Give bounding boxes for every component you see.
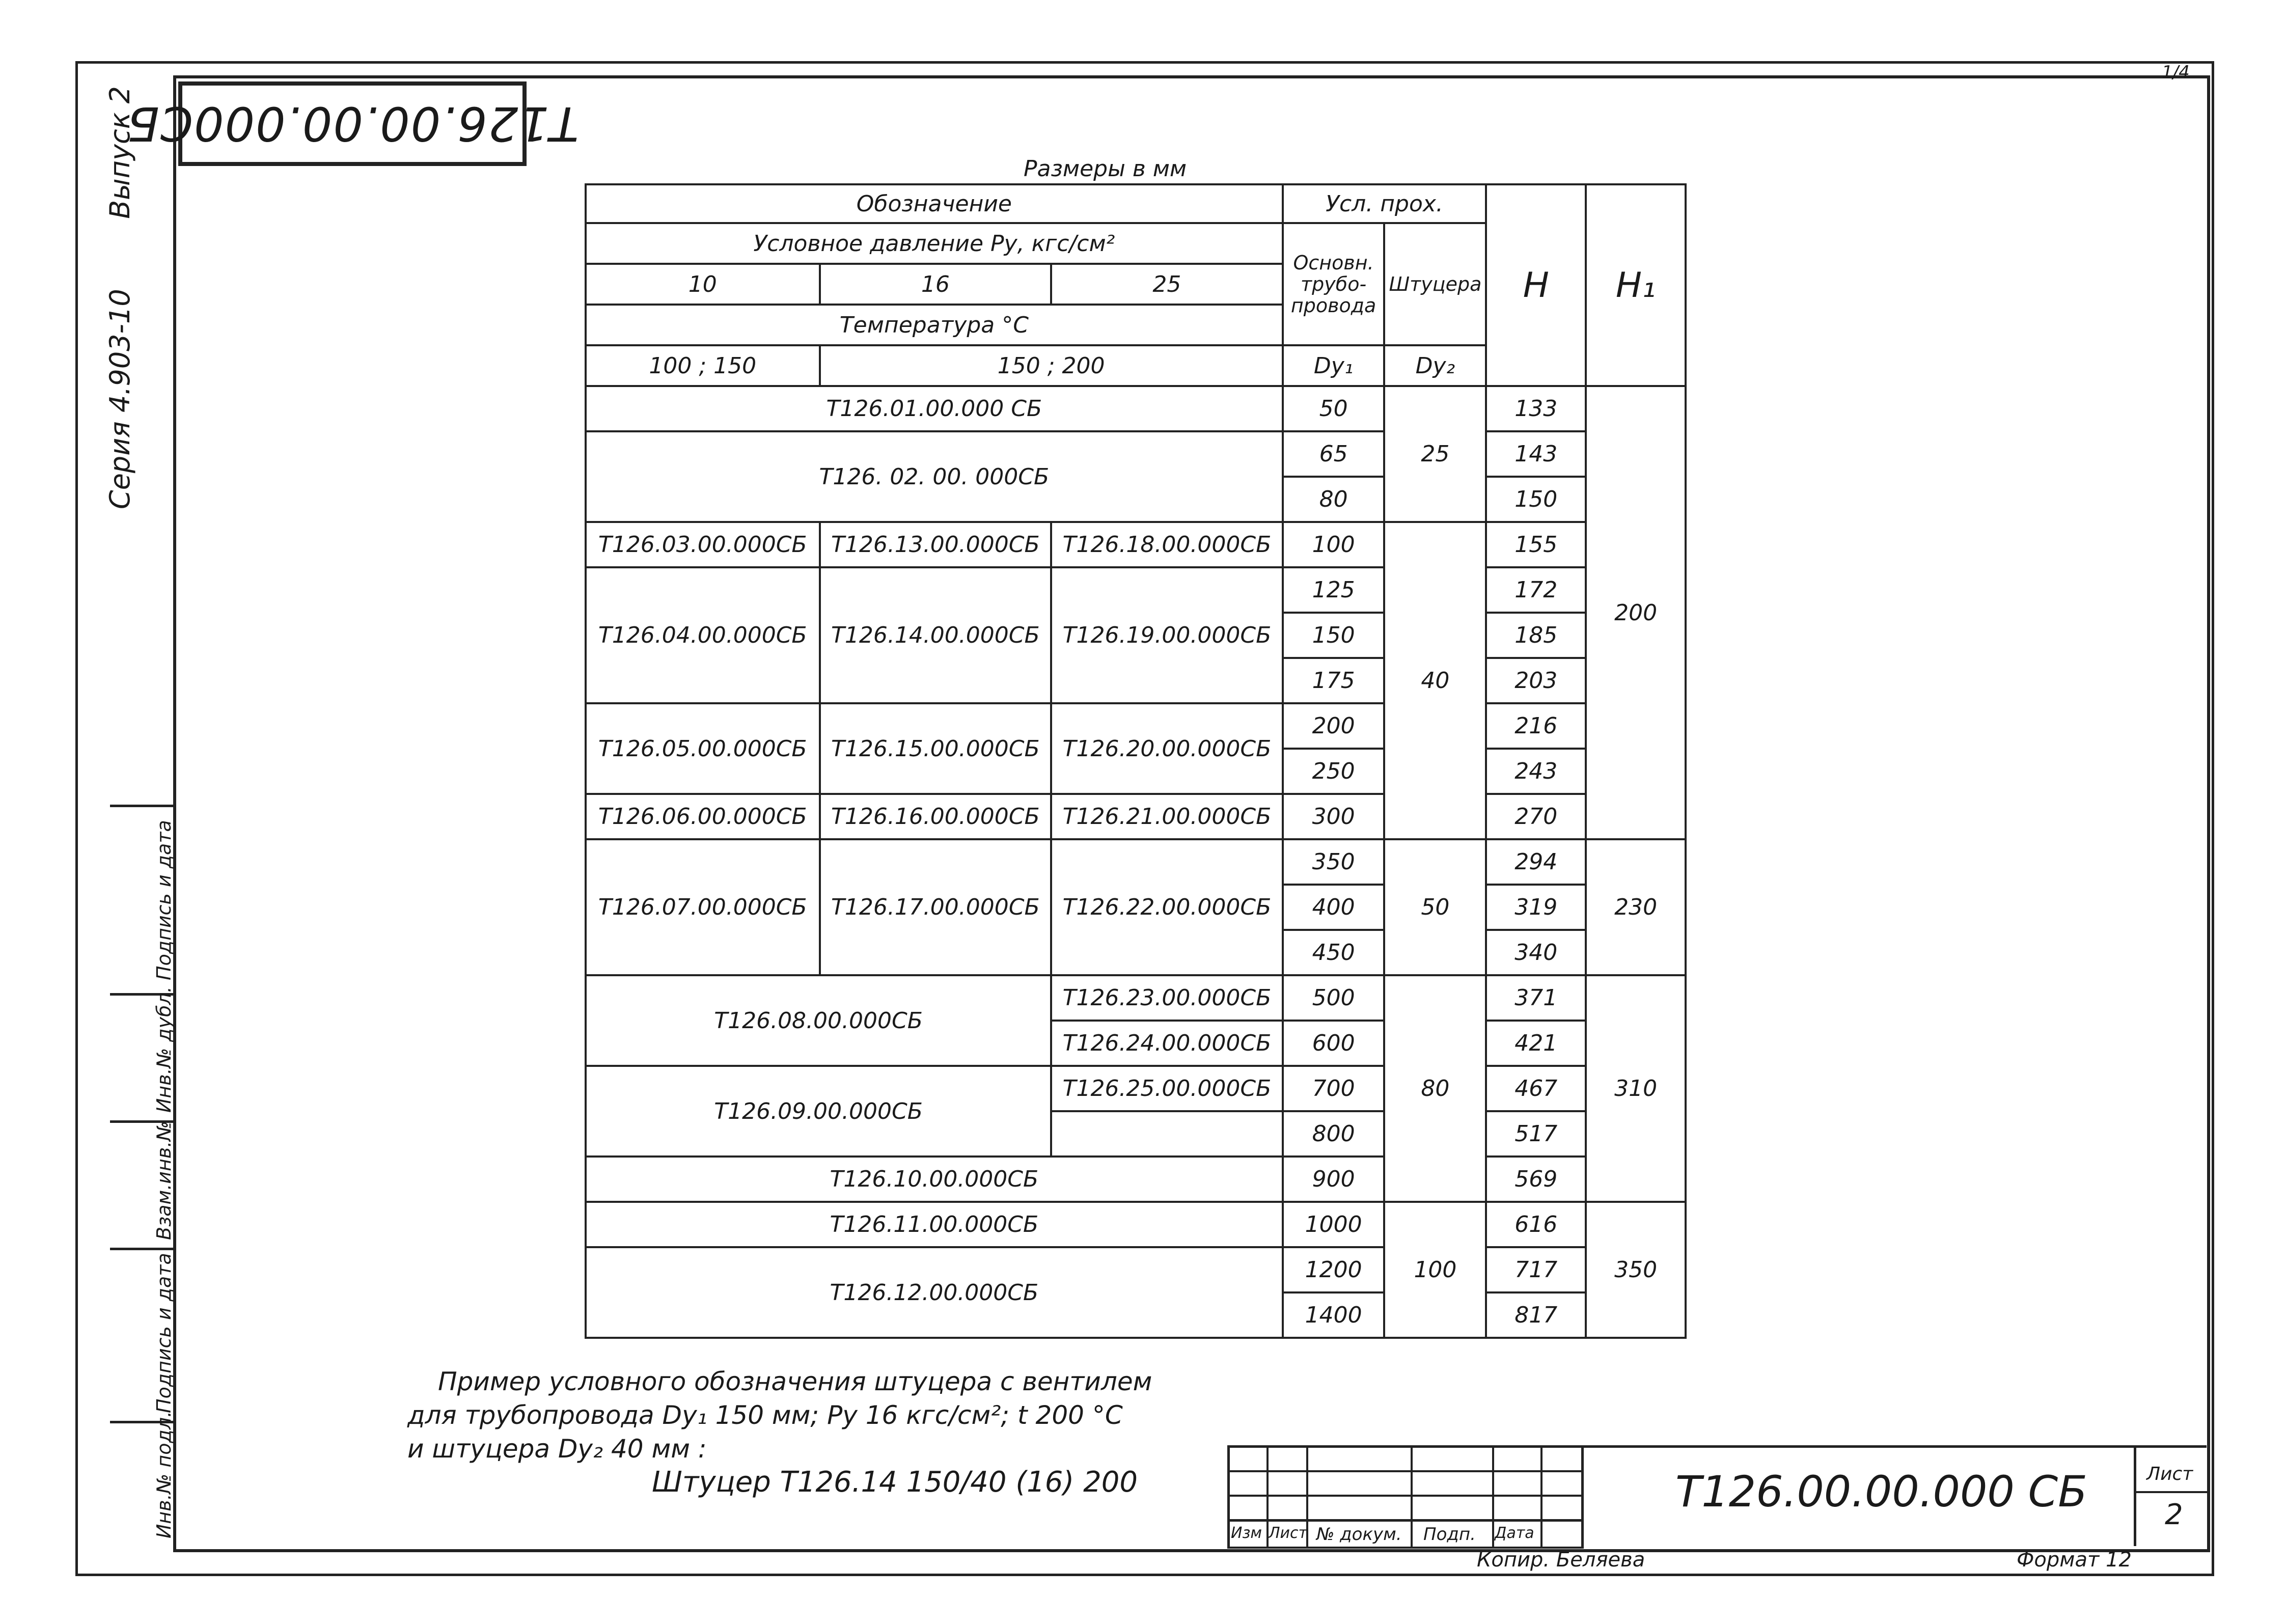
h-cell: 294 [1486, 839, 1586, 885]
side-label: Подпись и дата [153, 1253, 175, 1413]
pressure-25: 25 [1051, 264, 1283, 305]
h-cell: 421 [1486, 1021, 1586, 1066]
pressure-16: 16 [820, 264, 1052, 305]
cond-pass-header: Усл. проx. [1283, 184, 1486, 223]
dy1-cell: 600 [1283, 1021, 1385, 1066]
series-issue [104, 86, 136, 509]
pressure-header: Условное давление Ру, кгс/см² [586, 223, 1283, 264]
code-cell: Т126.14.00.000СБ [820, 567, 1052, 703]
dy1-cell: 80 [1283, 477, 1385, 522]
code-cell: Т126. 02. 00. 000СБ [586, 431, 1283, 522]
main-pipe-header: Основн. трубо-провода [1283, 223, 1385, 345]
h-cell: 185 [1486, 613, 1586, 658]
h-cell: 143 [1486, 431, 1586, 477]
example-line: и штуцера Dy₂ 40 мм : [407, 1434, 707, 1464]
code-cell: Т126.25.00.000СБ [1051, 1066, 1283, 1111]
dy2-header: Dy₂ [1384, 345, 1486, 386]
h1-cell: 310 [1586, 975, 1686, 1202]
series-label: Серия 4.903-10 [104, 289, 136, 509]
code-cell: Т126.07.00.000СБ [586, 839, 820, 975]
code-cell: Т126.06.00.000СБ [586, 794, 820, 839]
copied-by: Копир. Беляева [1477, 1548, 1645, 1572]
temperature-1: 100 ; 150 [586, 345, 820, 386]
dy1-cell: 50 [1283, 386, 1385, 431]
code-cell: Т126.05.00.000СБ [586, 703, 820, 794]
dy1-header: Dy₁ [1283, 345, 1385, 386]
units-note: Размеры в мм [1024, 156, 1187, 182]
designation-header: Обозначение [586, 184, 1283, 223]
example-line: Пример условного обозначения штуцера с вентилем [438, 1367, 1152, 1396]
col-label: Подп. [1423, 1524, 1476, 1545]
dy1-cell: 500 [1283, 975, 1385, 1021]
code-cell: Т126.01.00.000 СБ [586, 386, 1283, 431]
stamp-box [126, 81, 579, 166]
h-cell: 817 [1486, 1292, 1586, 1338]
dy1-cell: 450 [1283, 930, 1385, 975]
side-cell [110, 805, 173, 996]
h1-cell: 350 [1586, 1202, 1686, 1338]
dy1-cell: 1400 [1283, 1292, 1385, 1338]
h-cell: 340 [1486, 930, 1586, 975]
col-label: № докум. [1316, 1524, 1402, 1545]
h-cell: 467 [1486, 1066, 1586, 1111]
h-cell: 517 [1486, 1111, 1586, 1157]
h-cell: 270 [1486, 794, 1586, 839]
dy1-cell: 250 [1283, 749, 1385, 794]
dy1-cell: 1200 [1283, 1247, 1385, 1292]
dy1-cell: 300 [1283, 794, 1385, 839]
side-cell [110, 1411, 175, 1549]
h-cell: 717 [1486, 1247, 1586, 1292]
code-cell: Т126.16.00.000СБ [820, 794, 1052, 839]
h-cell: 371 [1486, 975, 1586, 1021]
h-cell: 319 [1486, 885, 1586, 930]
dy1-cell: 150 [1283, 613, 1385, 658]
h-cell: 203 [1486, 658, 1586, 703]
revision-grid [1230, 1448, 1581, 1549]
code-cell: Т126.24.00.000СБ [1051, 1021, 1283, 1066]
temperature-2: 150 ; 200 [820, 345, 1283, 386]
col-label: Лист [1269, 1524, 1308, 1542]
fitting-header: Штуцера [1384, 223, 1486, 345]
side-cell [110, 1120, 173, 1250]
dy1-cell: 125 [1283, 567, 1385, 613]
spec-table [585, 183, 1687, 1339]
dy1-cell: 800 [1283, 1111, 1385, 1157]
stamp-code: Т126.00.00.000СБ [126, 96, 579, 151]
title-code: Т126.00.00.000 СБ [1675, 1467, 2087, 1517]
example-note [407, 1365, 1152, 1499]
h-cell: 133 [1486, 386, 1586, 431]
code-cell: Т126.23.00.000СБ [1051, 975, 1283, 1021]
dy1-cell: 1000 [1283, 1202, 1385, 1247]
dy2-cell: 40 [1384, 522, 1486, 839]
side-stamp-table [110, 805, 176, 1546]
dy1-cell: 700 [1283, 1066, 1385, 1111]
side-label: Инв.№ подл. [153, 1411, 175, 1538]
h1-cell: 230 [1586, 839, 1686, 975]
blank-cell [1051, 1111, 1283, 1157]
code-cell: Т126.12.00.000СБ [586, 1247, 1283, 1338]
dy1-cell: 175 [1283, 658, 1385, 703]
dy2-cell: 25 [1384, 386, 1486, 522]
sheet-box [2134, 1445, 2208, 1546]
h1-header: H₁ [1586, 184, 1686, 386]
dy2-cell: 80 [1384, 975, 1486, 1202]
code-cell: Т126.15.00.000СБ [820, 703, 1052, 794]
code-cell: Т126.09.00.000СБ [586, 1066, 1051, 1157]
code-cell: Т126.22.00.000СБ [1051, 839, 1283, 975]
example-line: для трубопровода Dy₁ 150 мм; Py 16 кгс/см²; t 200 °С [407, 1400, 1123, 1430]
side-cell [110, 1248, 173, 1423]
h-cell: 155 [1486, 522, 1586, 567]
code-cell: Т126.19.00.000СБ [1051, 567, 1283, 703]
dy1-cell: 350 [1283, 839, 1385, 885]
sheet-label: Лист [2146, 1464, 2193, 1484]
h-cell: 150 [1486, 477, 1586, 522]
h-cell: 569 [1486, 1157, 1586, 1202]
format-label: Формат 12 [2017, 1548, 2132, 1572]
dy2-cell: 50 [1384, 839, 1486, 975]
sheet-number: 2 [2165, 1498, 2183, 1531]
h-cell: 616 [1486, 1202, 1586, 1247]
h-cell: 172 [1486, 567, 1586, 613]
h-cell: 216 [1486, 703, 1586, 749]
dy1-cell: 100 [1283, 522, 1385, 567]
code-cell: Т126.10.00.000СБ [586, 1157, 1283, 1202]
example-designation: Штуцер Т126.14 150/40 (16) 200 [652, 1466, 1138, 1499]
code-cell: Т126.20.00.000СБ [1051, 703, 1283, 794]
dy1-cell: 900 [1283, 1157, 1385, 1202]
code-cell: Т126.18.00.000СБ [1051, 522, 1283, 567]
code-cell: Т126.11.00.000СБ [586, 1202, 1283, 1247]
code-cell: Т126.17.00.000СБ [820, 839, 1052, 975]
h1-cell: 200 [1586, 386, 1686, 839]
code-cell: Т126.13.00.000СБ [820, 522, 1052, 567]
code-cell: Т126.08.00.000СБ [586, 975, 1051, 1066]
side-label: Взам.инв.№ [153, 1121, 175, 1240]
dy1-cell: 200 [1283, 703, 1385, 749]
corner-mark: 1/4 [2162, 62, 2190, 82]
side-label: Подпись и дата [153, 820, 175, 980]
col-label: Дата [1495, 1524, 1534, 1542]
issue-label: Выпуск 2 [104, 86, 136, 219]
h-cell: 243 [1486, 749, 1586, 794]
code-cell: Т126.04.00.000СБ [586, 567, 820, 703]
code-cell: Т126.03.00.000СБ [586, 522, 820, 567]
code-cell: Т126.21.00.000СБ [1051, 794, 1283, 839]
dy2-cell: 100 [1384, 1202, 1486, 1338]
temperature-header: Температура °С [586, 305, 1283, 345]
dy1-cell: 400 [1283, 885, 1385, 930]
side-cell [110, 986, 175, 1123]
col-label: Изм [1231, 1524, 1262, 1542]
side-label: Инв.№ дубл. [153, 986, 175, 1113]
dy1-cell: 65 [1283, 431, 1385, 477]
h-header: H [1486, 184, 1586, 386]
pressure-10: 10 [586, 264, 820, 305]
